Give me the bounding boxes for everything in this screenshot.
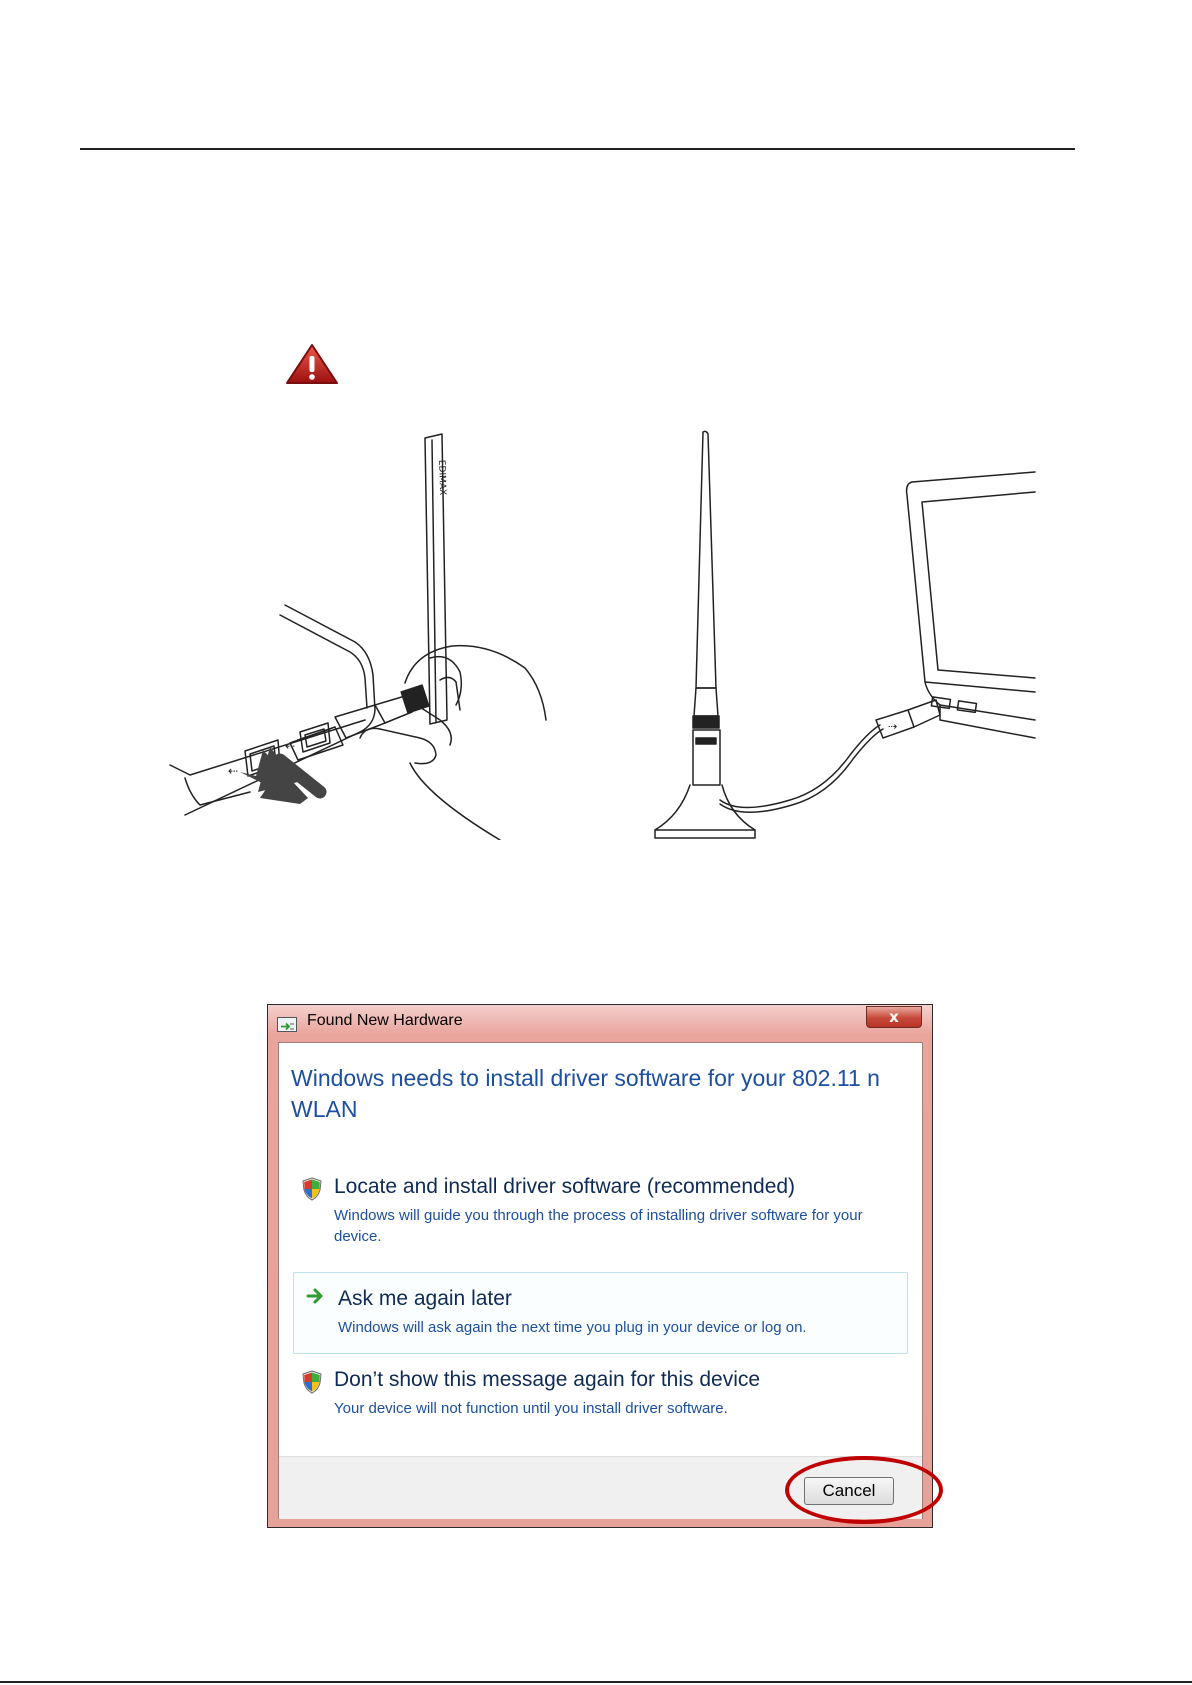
close-button[interactable]: [866, 1006, 922, 1028]
option-title: Don’t show this message again for this device: [334, 1368, 761, 1391]
dialog-titlebar: [268, 1005, 932, 1041]
svg-text:EDIMAX: EDIMAX: [436, 459, 448, 496]
option-ask-later[interactable]: [293, 1272, 908, 1354]
header-rule: [80, 148, 1075, 150]
shield-icon: [301, 1177, 323, 1201]
option-description: Windows will guide you through the process of installing driver software for your device.: [334, 1207, 863, 1245]
option-description: Windows will ask again the next time you plug in your device or log on.: [338, 1319, 807, 1336]
hardware-window-icon: [277, 1017, 297, 1032]
usb-cradle-illustration: [640, 420, 1040, 840]
shield-icon: [301, 1370, 323, 1394]
dialog-content: [278, 1042, 923, 1519]
close-icon: x: [889, 1008, 899, 1026]
svg-text:⇠: ⇠: [285, 739, 296, 753]
option-title: Ask me again later: [338, 1287, 512, 1310]
svg-text:⇢: ⇢: [888, 720, 898, 733]
green-arrow-icon: [306, 1287, 326, 1305]
cancel-button[interactable]: Cancel: [804, 1477, 894, 1505]
svg-text:⇠: ⇠: [228, 764, 239, 778]
warning-icon: [284, 342, 340, 386]
option-title: Locate and install driver software (recommended): [334, 1175, 796, 1198]
option-description: Your device will not function until you install driver software.: [334, 1400, 728, 1417]
dialog-title: Found New Hardware: [307, 1012, 463, 1029]
option-locate-install[interactable]: [301, 1175, 906, 1245]
usb-adapter-plug-illustration: [160, 420, 600, 840]
footer-rule: [0, 1681, 1192, 1683]
dialog-heading: Windows needs to install driver software for your 802.11 n WLAN: [291, 1065, 880, 1122]
option-dont-show-again[interactable]: [301, 1368, 906, 1418]
found-new-hardware-dialog: [267, 1004, 933, 1528]
cancel-highlight-ring: [785, 1456, 943, 1524]
